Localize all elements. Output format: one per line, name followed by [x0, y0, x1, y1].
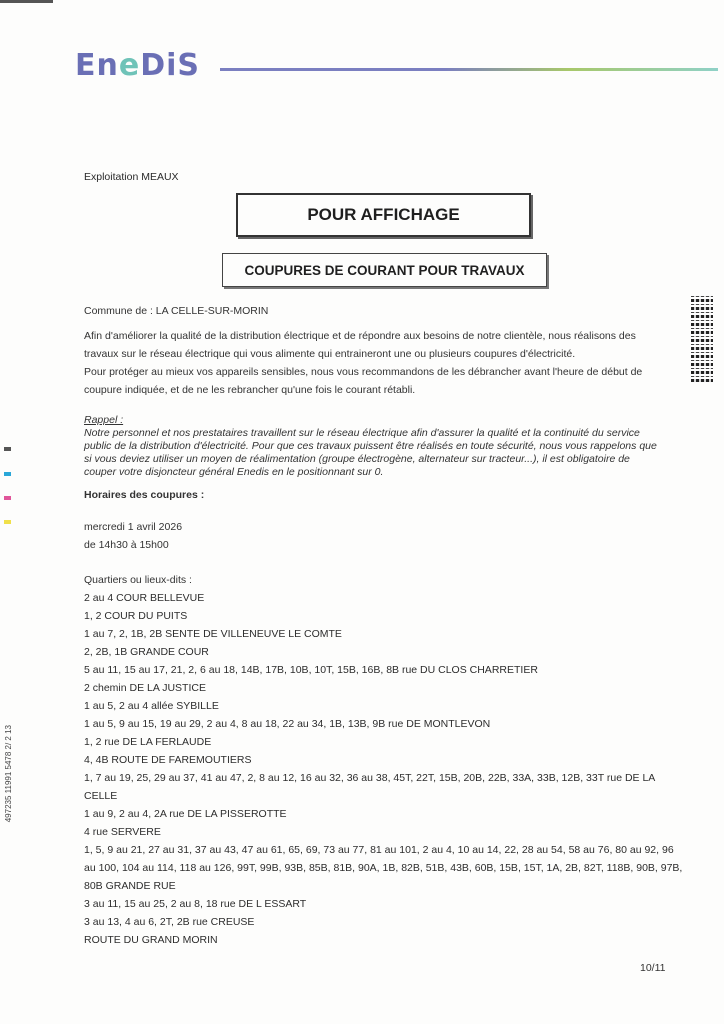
- list-item: 1, 2 rue DE LA FERLAUDE: [84, 736, 212, 748]
- list-item: 1 au 9, 2 au 4, 2A rue DE LA PISSEROTTE: [84, 808, 287, 820]
- rappel-label: Rappel :: [84, 414, 124, 426]
- list-item: 1, 7 au 19, 25, 29 au 37, 41 au 47, 2, 8 au 12, 16 au 32, 36 au 38, 45T, 22T, 15B, 20B, 22B, 33A, 33B, 12B, 33T rue DE LA CELLE: [84, 772, 655, 802]
- page-subtitle: COUPURES DE COURANT POUR TRAVAUX: [244, 262, 525, 278]
- page-title: POUR AFFICHAGE: [307, 205, 460, 224]
- enedis-logo: [75, 48, 200, 83]
- logo-text-c: DiS: [140, 48, 201, 83]
- list-item: 3 au 11, 15 au 25, 2 au 8, 18 rue DE L ESSART: [84, 898, 307, 910]
- rappel-block: [84, 414, 664, 479]
- logo-divider-line: [220, 68, 718, 71]
- list-item: 2, 2B, 1B GRANDE COUR: [84, 646, 209, 658]
- print-mark-cyan: [4, 472, 11, 476]
- outage-date: mercredi 1 avril 2026: [84, 521, 183, 533]
- scan-edge-mark: [0, 0, 53, 3]
- list-item: 4 rue SERVERE: [84, 826, 161, 838]
- list-item: 5 au 11, 15 au 17, 21, 2, 6 au 18, 14B, 17B, 10B, 10T, 15B, 16B, 8B rue DU CLOS CHARRETIER: [84, 664, 538, 676]
- logo-text-b: e: [118, 48, 141, 83]
- list-item: 1, 5, 9 au 21, 27 au 31, 37 au 43, 47 au 61, 65, 69, 73 au 77, 81 au 101, 2 au 4, 10 au 14, 22, 28 au 54, 58 au 76, 80 au 92, 96 au 100, 104 au 114, 118 au 126, 99T, 99B, 93B, 85B, 81B, 90A, 1B, 82B, 51B, 43B, 60B, 15B, 15T, 1A, 2B, 82T, 118B, 90B, 97B, 80B GRANDE RUE: [84, 844, 683, 892]
- address-list: [84, 589, 684, 949]
- intro-paragraph: Afin d'améliorer la qualité de la distribution électrique et de répondre aux besoins de notre clientèle, nous réalisons des travaux sur le réseau électrique qui vous alimente qui entraineront une ou plusieurs coupures d'électricité.: [84, 330, 636, 360]
- commune-line: Commune de : LA CELLE-SUR-MORIN: [84, 305, 269, 317]
- page-number: 10/11: [640, 962, 666, 974]
- list-item: 2 chemin DE LA JUSTICE: [84, 682, 206, 694]
- list-item: ROUTE DU GRAND MORIN: [84, 934, 218, 946]
- list-item: 3 au 13, 4 au 6, 2T, 2B rue CREUSE: [84, 916, 255, 928]
- quartiers-heading: Quartiers ou lieux-dits :: [84, 574, 192, 586]
- subtitle-box: [222, 253, 547, 287]
- list-item: 1, 2 COUR DU PUITS: [84, 610, 188, 622]
- outage-time: de 14h30 à 15h00: [84, 539, 169, 551]
- list-item: 1 au 7, 2, 1B, 2B SENTE DE VILLENEUVE LE COMTE: [84, 628, 342, 640]
- title-box: [236, 193, 531, 237]
- list-item: 2 au 4 COUR BELLEVUE: [84, 592, 205, 604]
- list-item: 4, 4B ROUTE DE FAREMOUTIERS: [84, 754, 252, 766]
- datamatrix-code: [691, 296, 713, 382]
- side-tracking-code: 497235 11991 5478 2/ 2 13: [4, 725, 13, 823]
- advice-paragraph: Pour protéger au mieux vos appareils sensibles, nous vous recommandons de les débrancher avant l'heure de début de coupure indiquée, et de ne les rebrancher qu'une fois le courant rétabli.: [84, 366, 643, 396]
- list-item: 1 au 5, 2 au 4 allée SYBILLE: [84, 700, 219, 712]
- logo-text-a: En: [75, 48, 119, 83]
- rappel-text: Notre personnel et nos prestataires travaillent sur le réseau électrique afin d'assurer la qualité et la continuité du service public de la distribution d'électricité. Pour que ces travaux puissent être réalisés en toute sécurité, nous vous rappelons que si vous deviez utiliser un moyen de réalimentation (groupe électrogène, alternateur sur tracteur...), il est obligatoire de couper votre disjoncteur général Enedis en le positionnant sur 0.: [84, 427, 657, 478]
- horaires-heading: Horaires des coupures :: [84, 489, 205, 501]
- print-mark-yellow: [4, 520, 11, 524]
- print-mark-black: [4, 447, 11, 451]
- exploitation-label: Exploitation MEAUX: [84, 171, 179, 183]
- list-item: 1 au 5, 9 au 15, 19 au 29, 2 au 4, 8 au 18, 22 au 34, 1B, 13B, 9B rue DE MONTLEVON: [84, 718, 491, 730]
- print-mark-magenta: [4, 496, 11, 500]
